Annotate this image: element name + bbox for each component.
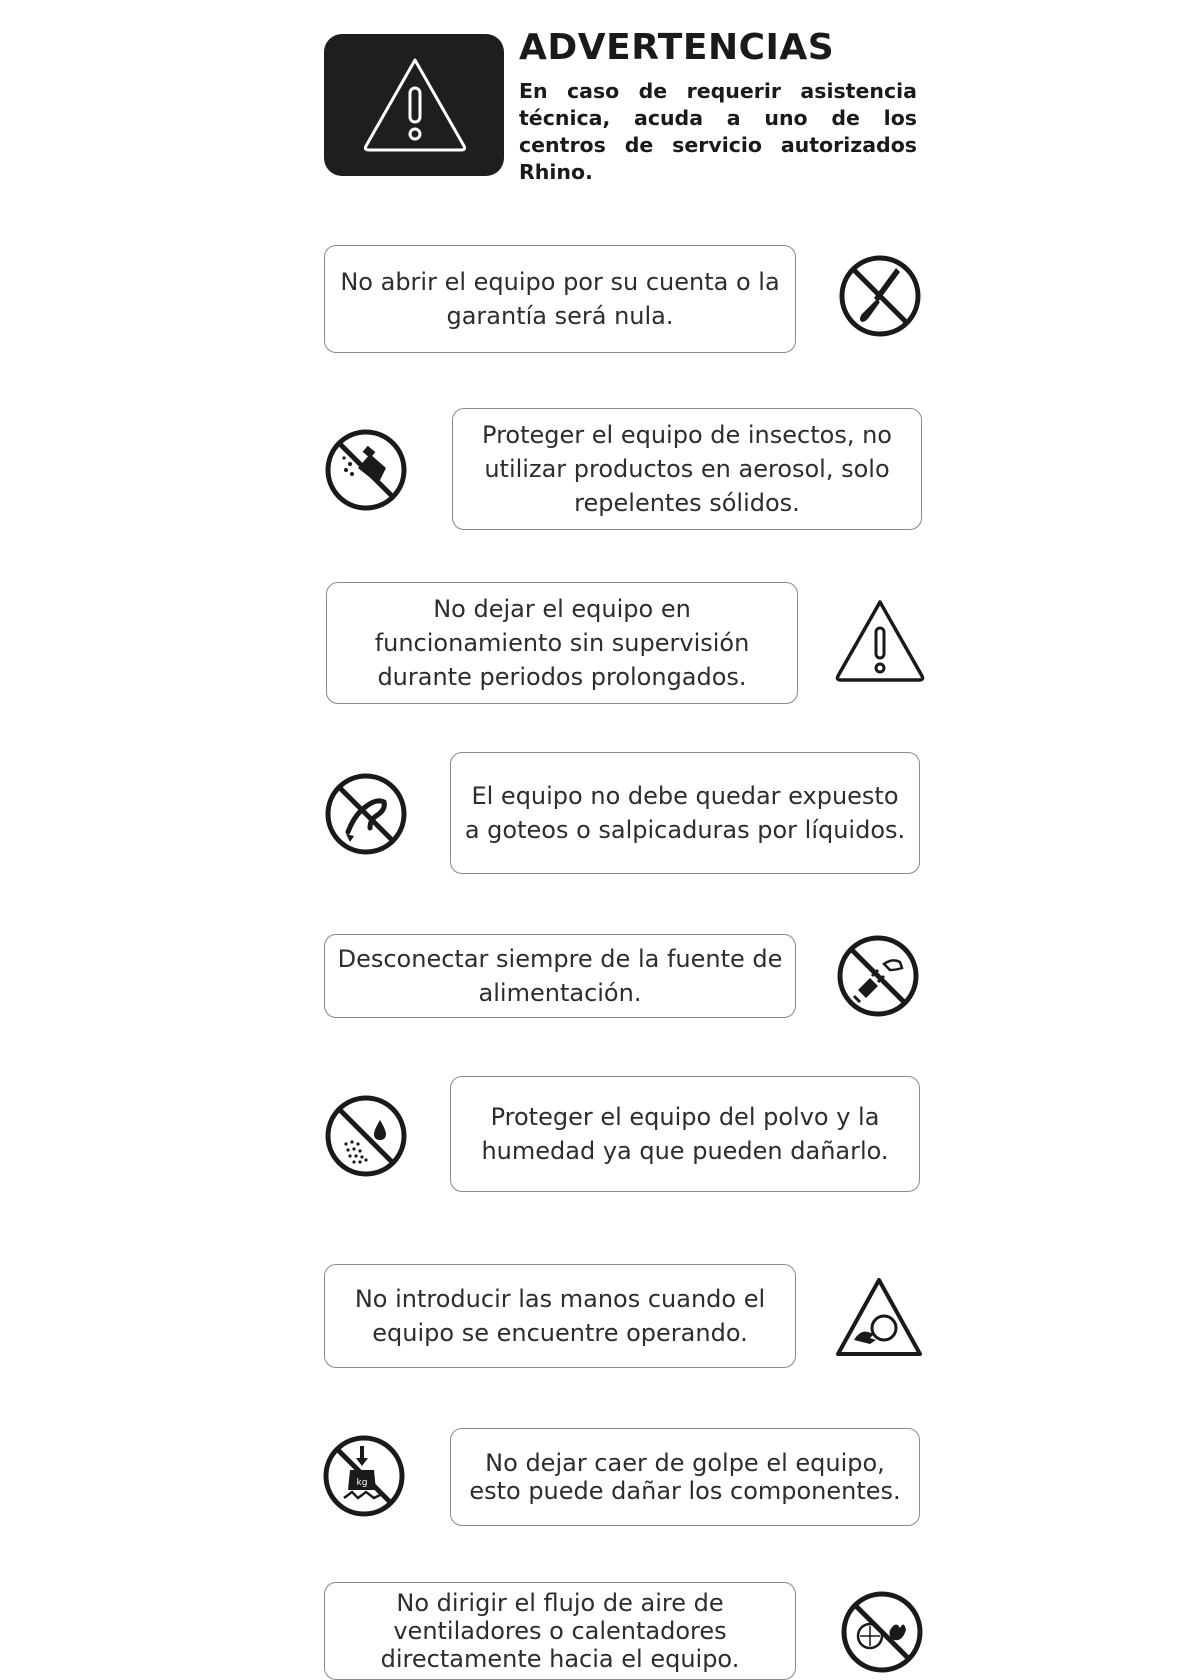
no-drop-icon xyxy=(322,1434,406,1518)
no-screwdriver-icon xyxy=(838,254,922,338)
warning-text: No abrir el equipo por su cuenta o la garantía será nula. xyxy=(340,268,780,330)
no-fan-heater-airflow-icon xyxy=(840,1590,924,1674)
no-dust-humidity-icon xyxy=(324,1094,408,1178)
warning-text: No introducir las manos cuando el equipo se encuentre operando. xyxy=(354,1285,766,1347)
warning-text: Proteger el equipo del polvo y la humedad ya que pueden dañarlo. xyxy=(481,1103,889,1165)
no-aerosol-spray-icon xyxy=(324,428,408,512)
warning-text: Desconectar siempre de la fuente de alimentación. xyxy=(337,945,783,1007)
warning-box xyxy=(324,934,796,1018)
page-title: ADVERTENCIAS xyxy=(519,27,835,68)
warning-box xyxy=(324,245,796,353)
warning-box xyxy=(450,1428,920,1526)
warning-box xyxy=(326,582,798,704)
warning-box xyxy=(450,1076,920,1192)
warning-box xyxy=(324,1582,796,1680)
no-liquid-splash-icon xyxy=(324,772,408,856)
warning-box xyxy=(450,752,920,874)
warning-text: No dejar el equipo en funcionamiento sin supervisión durante periodos prolongados. xyxy=(374,595,750,691)
warning-icon xyxy=(360,54,470,154)
warning-text: Proteger el equipo de insectos, no utilizar productos en aerosol, solo repelentes sólidos. xyxy=(482,421,892,517)
caution-triangle-icon xyxy=(834,598,926,684)
hand-hazard-triangle-icon xyxy=(834,1276,924,1360)
warning-box xyxy=(324,1264,796,1368)
warning-icon-badge xyxy=(324,34,504,176)
warning-text: No dejar caer de golpe el equipo, esto puede dañar los componentes. xyxy=(469,1449,901,1505)
warning-text: No dirigir el flujo de aire de ventiladores o calentadores directamente hacia el equipo. xyxy=(380,1589,740,1673)
unplug-power-icon xyxy=(836,934,920,1018)
intro-text: En caso de requerir asistencia técnica, acuda a uno de los centros de servicio autorizados Rhino. xyxy=(519,79,917,184)
warning-text: El equipo no debe quedar expuesto a goteos o salpicaduras por líquidos. xyxy=(464,782,906,844)
svg-text:kg: kg xyxy=(356,1478,368,1488)
warning-box xyxy=(452,408,922,530)
